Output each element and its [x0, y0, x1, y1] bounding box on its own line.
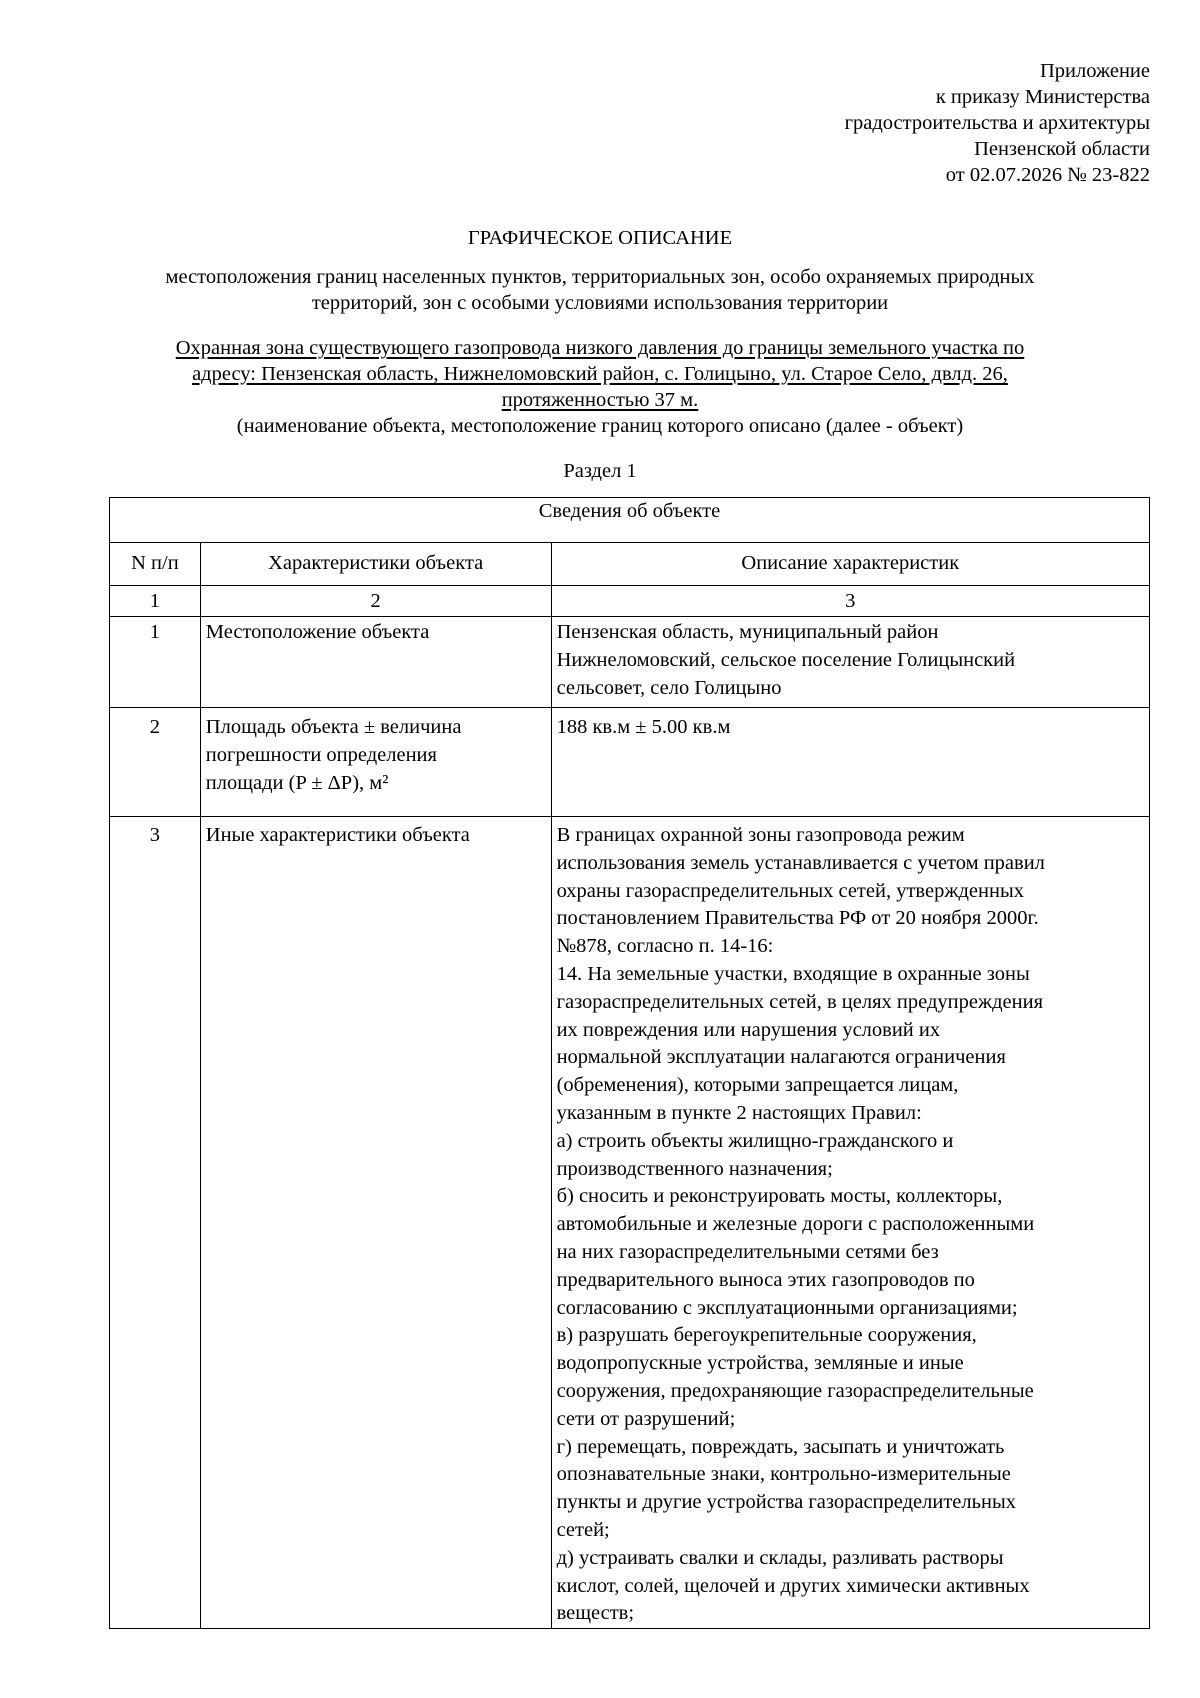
- characteristic-line: Местоположение объекта: [205, 621, 430, 643]
- table-row: [110, 817, 1150, 1629]
- appendix-line: Пензенской области: [974, 138, 1150, 160]
- description-line: Нижнеломовский, сельское поселение Голицынский: [556, 648, 1016, 671]
- document-subtitle: [100, 264, 1100, 316]
- appendix-block: [630, 58, 1150, 188]
- description-line: сетей;: [556, 1518, 610, 1541]
- description-line: 188 кв.м ± 5.00 кв.м: [556, 716, 731, 738]
- description-line: кислот, солей, щелочей и других химически активных: [556, 1574, 1030, 1597]
- header-characteristic: Характеристики объекта: [200, 543, 551, 586]
- table-caption: Сведения об объекте: [110, 498, 1150, 543]
- table-header-row: [110, 543, 1150, 586]
- appendix-line: Приложение: [1039, 60, 1150, 82]
- appendix-line: к приказу Министерства: [935, 86, 1150, 108]
- object-info-table: [109, 497, 1150, 1629]
- row-number: 2: [110, 708, 201, 817]
- document-title: ГРАФИЧЕСКОЕ ОПИСАНИЕ: [467, 227, 733, 249]
- table-caption-row: [110, 498, 1150, 543]
- subtitle-line: местоположения границ населенных пунктов, территориальных зон, особо охраняемых природных: [165, 266, 1035, 288]
- row-characteristic: [200, 817, 551, 1629]
- header-num: N п/п: [110, 543, 201, 586]
- description-line: а) строить объекты жилищно-гражданского и: [556, 1129, 954, 1152]
- object-name-caption: (наименование объекта, местоположение границ которого описано (далее - объект): [236, 415, 964, 437]
- description-line: использования земель устанавливается с учетом правил: [556, 851, 1045, 874]
- description-line: опознавательные знаки, контрольно-измерительные: [556, 1463, 1011, 1486]
- description-line: в) разрушать берегоукрепительные сооружения,: [556, 1324, 977, 1347]
- column-number-row: [110, 586, 1150, 617]
- row-number: 3: [110, 817, 201, 1629]
- description-line: 14. На земельные участки, входящие в охранные зоны: [556, 962, 1030, 985]
- description-line: Пензенская область, муниципальный район: [556, 621, 939, 643]
- description-line: В границах охранной зоны газопровода режим: [556, 824, 965, 846]
- description-line: (обременения), которыми запрещается лицам,: [556, 1074, 959, 1097]
- description-line: сельсовет, село Голицыно: [556, 676, 782, 699]
- appendix-line: градостроительства и архитектуры: [844, 112, 1150, 134]
- row-description: [551, 817, 1149, 1629]
- description-line: охраны газораспределительных сетей, утвержденных: [556, 879, 1024, 902]
- appendix-order-date: от 02.07.2026 № 23-822: [945, 164, 1150, 186]
- object-name-line: Охранная зона существующего газопровода низкого давления до границы земельного участка по: [175, 337, 1025, 359]
- description-line: производственного назначения;: [556, 1157, 833, 1180]
- table-row: [110, 617, 1150, 708]
- description-line: пункты и другие устройства газораспределительных: [556, 1491, 1016, 1514]
- object-name-block: [100, 335, 1100, 439]
- description-line: их повреждения или нарушения условий их: [556, 1018, 941, 1041]
- object-name-line: протяженностью 37 м.: [501, 389, 699, 411]
- header-description: Описание характеристик: [551, 543, 1149, 586]
- section-label: Раздел 1: [563, 460, 637, 482]
- row-number: 1: [110, 617, 201, 708]
- description-line: №878, согласно п. 14-16:: [556, 935, 774, 958]
- description-line: указанным в пункте 2 настоящих Правил:: [556, 1101, 922, 1124]
- description-line: автомобильные и железные дороги с расположенными: [556, 1213, 1035, 1236]
- description-line: постановлением Правительства РФ от 20 ноября 2000г.: [556, 907, 1039, 930]
- subtitle-line: территорий, зон с особыми условиями использования территории: [311, 292, 889, 314]
- description-line: согласованию с эксплуатационными организациями;: [556, 1296, 1018, 1319]
- description-line: на них газораспределительными сетями без: [556, 1240, 939, 1263]
- characteristic-line: Иные характеристики объекта: [205, 824, 470, 846]
- description-line: д) устраивать свалки и склады, разливать растворы: [556, 1546, 1004, 1569]
- description-line: предварительного выноса этих газопроводов по: [556, 1268, 975, 1291]
- description-line: нормальной эксплуатации налагаются ограничения: [556, 1046, 1006, 1069]
- description-line: б) сносить и реконструировать мосты, коллекторы,: [556, 1185, 1003, 1208]
- row-characteristic: [200, 617, 551, 708]
- description-line: сети от разрушений;: [556, 1407, 736, 1430]
- row-description: [551, 617, 1149, 708]
- row-description: [551, 708, 1149, 817]
- description-line: веществ;: [556, 1602, 635, 1625]
- characteristic-line: погрешности определения: [205, 743, 437, 766]
- characteristic-line: площади (P ± ΔP), м²: [205, 771, 389, 794]
- description-line: водопропускные устройства, земляные и иные: [556, 1352, 964, 1375]
- column-number: 2: [200, 586, 551, 617]
- column-number: 3: [551, 586, 1149, 617]
- table-row: [110, 708, 1150, 817]
- column-number: 1: [110, 586, 201, 617]
- object-name-line: адресу: Пензенская область, Нижнеломовский район, с. Голицыно, ул. Старое Село, двлд. 26,: [192, 363, 1008, 385]
- row-characteristic: [200, 708, 551, 817]
- characteristic-line: Площадь объекта ± величина: [205, 716, 462, 738]
- description-line: сооружения, предохраняющие газораспределительные: [556, 1379, 1034, 1402]
- description-line: газораспределительных сетей, в целях предупреждения: [556, 990, 1044, 1013]
- description-line: г) перемещать, повреждать, засыпать и уничтожать: [556, 1435, 1005, 1458]
